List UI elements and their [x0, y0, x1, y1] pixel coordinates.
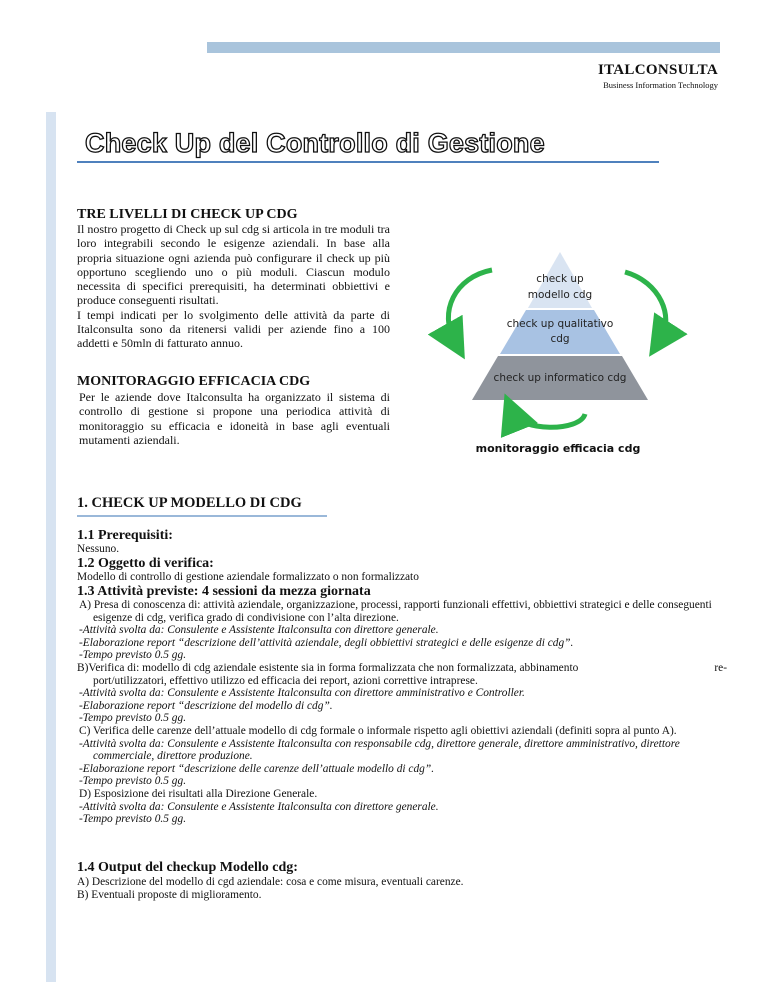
left-cycle-arrow — [448, 270, 492, 342]
activity-c-text: C) Verifica delle carenze dell’attuale modello di cdg formale o informale rispetto agli obiettivi aziendali (definiti sopra al punto A). — [79, 724, 677, 737]
object-text: Modello di controllo di gestione aziendale formalizzato o non formalizzato — [77, 571, 419, 583]
activities-heading: 1.3 Attività previste: 4 sessioni da mezza giornata — [77, 584, 371, 599]
pyramid-middle-label-2: cdg — [550, 333, 570, 345]
output-list — [77, 876, 463, 901]
activity-b-time: -Tempo previsto 0.5 gg. — [79, 712, 187, 725]
output-a: A) Descrizione del modello di cgd aziendale: cosa e come misura, eventuali carenze. — [77, 876, 464, 888]
prereq-text: Nessuno. — [77, 543, 120, 555]
bottom-cycle-arrow — [512, 412, 585, 427]
title-underline — [77, 161, 659, 163]
brand-tagline: Business Information Technology — [603, 80, 718, 90]
brand-block — [598, 62, 718, 90]
check-up-pyramid-diagram — [420, 252, 700, 462]
activities-list — [77, 599, 727, 826]
activity-d-text: D) Esposizione dei risultati alla Direzione Generale. — [79, 787, 318, 800]
header-accent-bar — [207, 42, 720, 53]
monitoring-paragraph: Per le aziende dove Italconsulta ha organizzato il sistema di controllo di gestione si propone una periodica attività di monitoraggio su efficacia e idoneità in base agli eventuali mutamenti aziendali. — [79, 390, 390, 447]
brand-name: ITALCONSULTA — [597, 62, 718, 78]
levels-paragraph — [77, 222, 390, 351]
activity-c-time: -Tempo previsto 0.5 gg. — [79, 775, 187, 788]
output-heading: 1.4 Output del checkup Modello cdg: — [77, 860, 298, 875]
activity-b-text-hyphen: re- — [714, 661, 727, 674]
levels-body: Il nostro progetto di Check up sul cdg si articola in tre moduli tra loro integrabili secondo le esigenze aziendali. In base alla propria situazione ogni azienda può configurare il check up più opportuno scegliendo uno o più moduli. Ciascun modulo necessita di specifici prerequisiti, ha determinati obbiettivi e produce conseguenti risultati. I tempi indicati per lo svolgimento delle attività da parte di Italconsulta sono da ritenersi validi per aziende fino a 100 addetti e 50mln di fatturato annuo. — [77, 222, 390, 351]
activity-b-line — [77, 662, 727, 675]
activity-a-time: -Tempo previsto 0.5 gg. — [79, 649, 187, 662]
output-b: B) Eventuali proposte di miglioramento. — [77, 888, 262, 901]
activity-b-text-start: B)Verifica di: modello di cdg aziendale esistente sia in forma formalizzata che non formalizzata, abbinamento — [77, 661, 579, 674]
module-heading: 1. CHECK UP MODELLO DI CDG — [77, 495, 302, 511]
module-heading-underline — [77, 515, 327, 517]
activity-c-report: -Elaborazione report “descrizione delle carenze dell’attuale modello di cdg”. — [79, 762, 435, 775]
activity-d-who: -Attività svolta da: Consulente e Assistente Italconsulta con direttore generale. — [79, 800, 439, 813]
prereq-heading: 1.1 Prerequisiti: — [77, 528, 173, 543]
activity-c-who: -Attività svolta da: Consulente e Assistente Italconsulta con responsabile cdg, direttore generale, direttore amministrativo, direttore commerciale, direttore produzione. — [79, 737, 680, 763]
levels-heading: TRE LIVELLI DI CHECK UP CDG — [77, 207, 298, 222]
object-heading: 1.2 Oggetto di verifica: — [77, 556, 214, 571]
activity-a-report: -Elaborazione report “descrizione dell’attività aziendale, degli obbiettivi strategici e delle esigenze di cdg”. — [79, 636, 574, 649]
activity-a-who: -Attività svolta da: Consulente e Assistente Italconsulta con direttore generale. — [79, 624, 439, 637]
monitoring-heading: MONITORAGGIO EFFICACIA CDG — [77, 374, 311, 389]
activity-b-text-cont: port/utilizzatori, effettivo utilizzo ed efficacia dei report, azioni correttive intraprese. — [93, 674, 478, 687]
activity-b-report: -Elaborazione report “descrizione del modello di cdg”. — [79, 699, 333, 712]
pyramid-caption: monitoraggio efficacia cdg — [475, 442, 641, 455]
pyramid-top-label-1: check up — [536, 273, 584, 285]
activity-b-who: -Attività svolta da: Consulente e Assistente Italconsulta con direttore amministrativo e Controller. — [79, 687, 525, 700]
activity-a-text: A) Presa di conoscenza di: attività aziendale, organizzazione, processi, rapporti funzionali effettivi, obbiettivi strategici e delle conseguenti esigenze di cdg, verifica grado di condivisione con l’alta direzione. — [79, 599, 712, 624]
activity-d-time: -Tempo previsto 0.5 gg. — [79, 813, 187, 826]
pyramid-middle-tier — [500, 310, 620, 354]
right-cycle-arrow — [625, 272, 666, 340]
pyramid-top-label-2: modello cdg — [527, 289, 593, 301]
pyramid-bottom-label: check up informatico cdg — [493, 372, 627, 384]
pyramid-middle-label-1: check up qualitativo — [506, 318, 614, 330]
page-title: Check Up del Controllo di Gestione — [85, 128, 545, 158]
side-accent-bar — [46, 112, 56, 982]
